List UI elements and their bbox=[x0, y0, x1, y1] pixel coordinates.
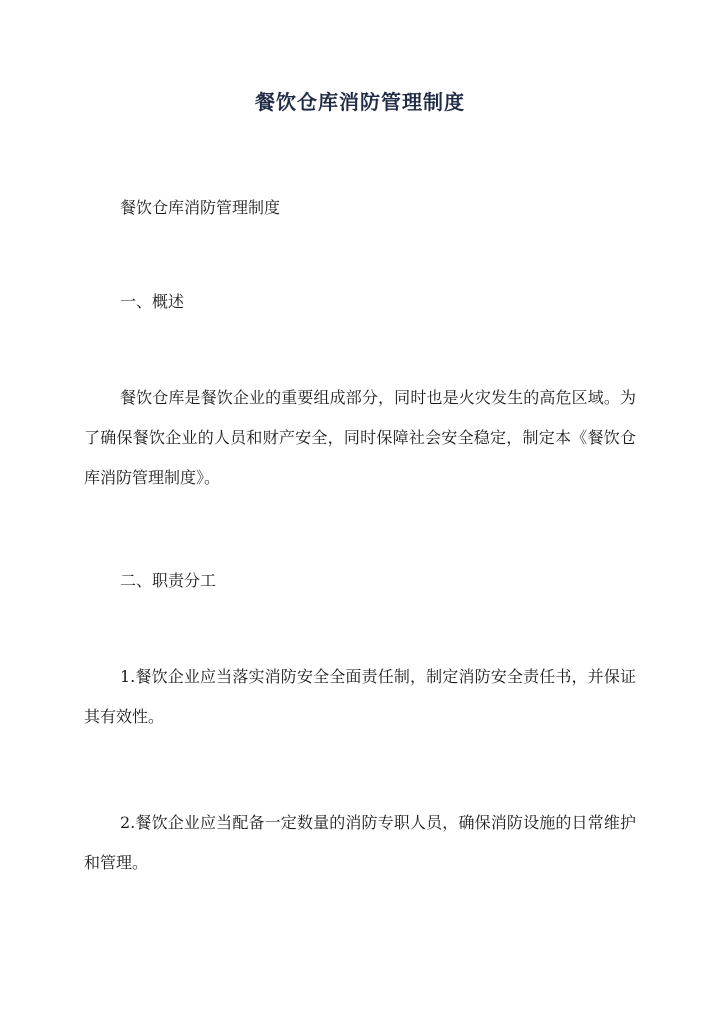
responsibility-item-1: 1.餐饮企业应当落实消防安全全面责任制，制定消防安全责任书，并保证其有效性。 bbox=[84, 667, 636, 726]
document-subtitle: 餐饮仓库消防管理制度 bbox=[120, 198, 281, 217]
document-title: 餐饮仓库消防管理制度 bbox=[255, 90, 465, 114]
responsibility-item-2: 2.餐饮企业应当配备一定数量的消防专职人员，确保消防设施的日常维护和管理。 bbox=[84, 813, 636, 872]
section-heading-responsibilities: 二、职责分工 bbox=[120, 571, 217, 590]
section-heading-overview: 一、概述 bbox=[120, 292, 185, 311]
overview-paragraph: 餐饮仓库是餐饮企业的重要组成部分，同时也是火灾发生的高危区域。为了确保餐饮企业的人员和财产安全，同时保障社会安全稳定，制定本《餐饮仓库消防管理制度》。 bbox=[84, 388, 636, 487]
